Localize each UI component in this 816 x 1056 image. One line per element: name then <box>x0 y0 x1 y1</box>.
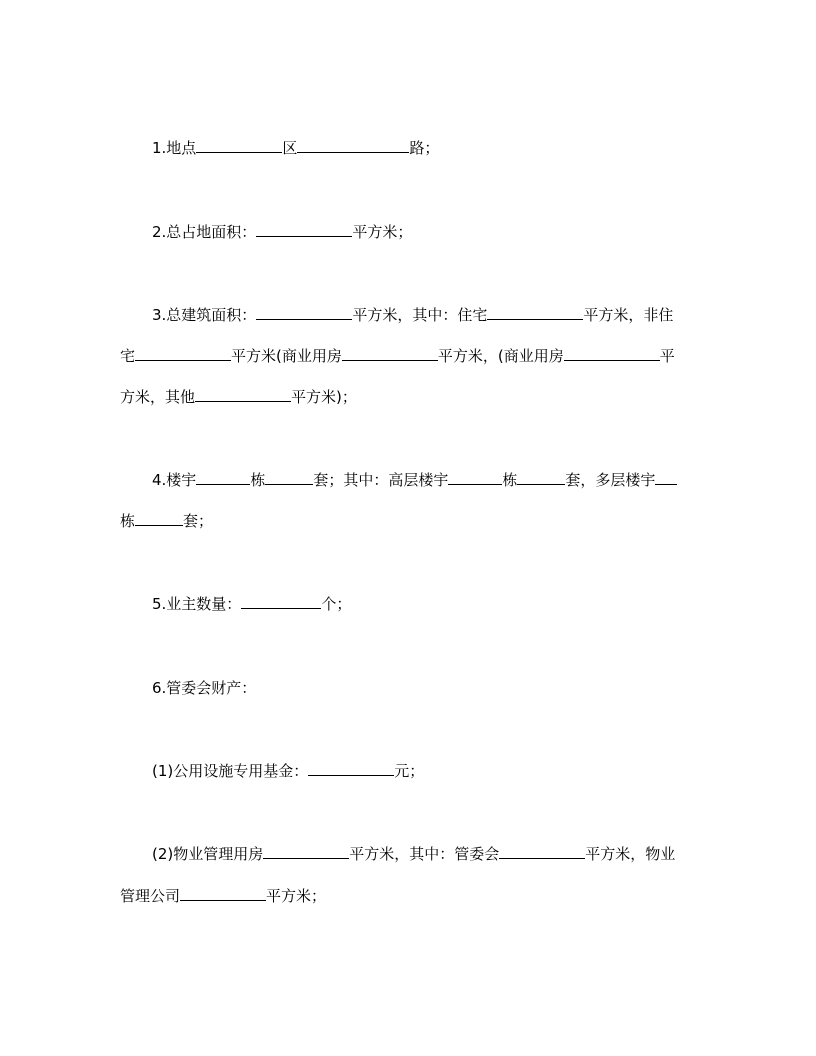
item-property-management-premises-line-1 <box>120 842 696 866</box>
premises-label: (2)物业管理用房 <box>152 845 264 863</box>
multi-storey-units-unit: 套； <box>183 512 214 530</box>
non-residential-blank[interactable] <box>135 344 231 361</box>
item-total-building-area-line-1 <box>120 303 696 327</box>
commercial-blank[interactable] <box>342 344 438 361</box>
item-location-label: 1.地点 <box>152 139 197 157</box>
units-count-blank[interactable] <box>265 468 313 485</box>
land-area-blank[interactable] <box>256 220 352 237</box>
unit-start: 平 <box>659 347 675 365</box>
high-rise-buildings-blank[interactable] <box>448 468 502 485</box>
item-location <box>120 136 696 160</box>
item-buildings-line-1 <box>120 468 696 492</box>
management-company-label: 管理公司 <box>120 887 181 905</box>
buildings-count-blank[interactable] <box>196 468 250 485</box>
property-label: 平方米，物业 <box>585 845 676 863</box>
public-fund-unit: 元； <box>394 762 425 780</box>
non-residential-label: 平方米，非住 <box>583 306 674 324</box>
multi-storey-buildings-unit: 栋 <box>120 512 136 530</box>
item-total-land-area <box>120 220 696 244</box>
public-fund-label: (1)公用设施专用基金： <box>152 762 309 780</box>
non-residential-label-cont: 宅 <box>120 347 136 365</box>
multi-storey-buildings-blank[interactable] <box>655 468 677 485</box>
building-area-label: 3.总建筑面积： <box>152 306 257 324</box>
high-rise-label: 套；其中：高层楼宇 <box>313 471 449 489</box>
item-total-building-area-line-2 <box>120 344 696 368</box>
multi-storey-units-blank[interactable] <box>135 509 183 526</box>
district-label: 区 <box>282 139 298 157</box>
land-area-unit: 平方米； <box>352 223 413 241</box>
management-company-blank[interactable] <box>180 884 266 901</box>
management-company-unit: 平方米； <box>266 887 327 905</box>
buildings-label: 4.楼宇 <box>152 471 197 489</box>
owner-count-label: 5.业主数量： <box>152 595 242 613</box>
commercial-label: 平方米(商业用房 <box>231 347 342 365</box>
commercial-label-2: 平方米，(商业用房 <box>437 347 564 365</box>
buildings-unit: 栋 <box>250 471 266 489</box>
road-blank[interactable] <box>297 136 409 153</box>
public-fund-blank[interactable] <box>308 759 394 776</box>
item-committee-property <box>120 676 696 700</box>
premises-blank[interactable] <box>263 842 349 859</box>
item-public-facility-fund <box>120 759 696 783</box>
road-label: 路； <box>409 139 440 157</box>
committee-label: 平方米，其中：管委会 <box>349 845 500 863</box>
building-area-blank[interactable] <box>256 303 352 320</box>
land-area-label: 2.总占地面积： <box>152 223 257 241</box>
residential-blank[interactable] <box>487 303 583 320</box>
committee-blank[interactable] <box>499 842 585 859</box>
owner-count-unit: 个； <box>321 595 352 613</box>
item-owner-count <box>120 592 696 616</box>
other-label: 方米，其他 <box>120 388 196 406</box>
owner-count-blank[interactable] <box>241 592 321 609</box>
other-blank[interactable] <box>195 385 291 402</box>
item-buildings-line-2 <box>120 509 696 533</box>
commercial-blank-2[interactable] <box>564 344 660 361</box>
district-blank[interactable] <box>196 136 282 153</box>
high-rise-units-blank[interactable] <box>517 468 565 485</box>
high-rise-buildings-unit: 栋 <box>502 471 518 489</box>
multi-storey-label: 套，多层楼宇 <box>565 471 656 489</box>
other-unit: 平方米)； <box>291 388 357 406</box>
item-total-building-area-line-3 <box>120 385 696 409</box>
committee-property-label: 6.管委会财产： <box>152 679 257 697</box>
residential-label: 平方米，其中：住宅 <box>352 306 488 324</box>
item-property-management-premises-line-2 <box>120 884 696 908</box>
